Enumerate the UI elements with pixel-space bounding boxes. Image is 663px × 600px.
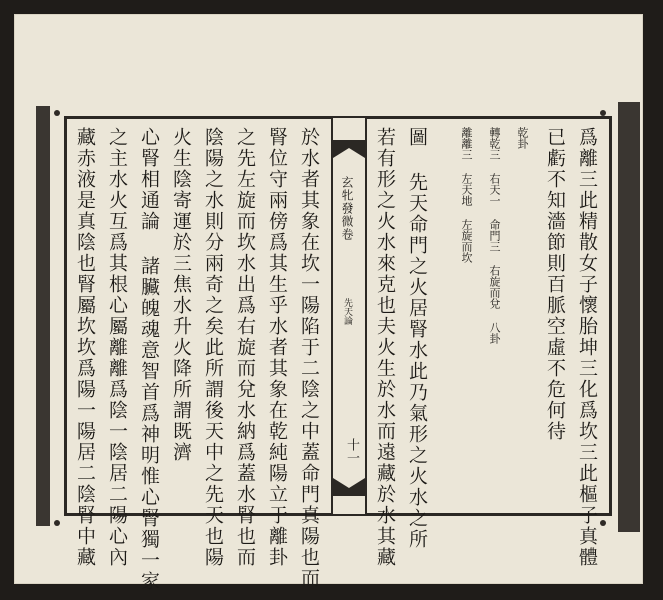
binding-hole bbox=[600, 520, 606, 526]
right-text-panel bbox=[366, 118, 610, 568]
page-number: 十一 bbox=[344, 438, 359, 464]
text-column: 之主水火互爲其根心屬離離爲陰一陰居二陽心內 bbox=[106, 127, 128, 568]
diagram-column: 轉乾三 右天一 命門三 右旋而兌 八卦 bbox=[488, 127, 501, 344]
diagram-label: 乾卦 bbox=[516, 127, 529, 149]
left-text-panel bbox=[66, 118, 332, 592]
text-column: 於水者其象在坎一陽陷于二陰之中蓋命門真陽也而 bbox=[298, 127, 320, 589]
text-column: 藏赤液是真陰也腎屬坎坎爲陽一陽居二陰腎中藏 bbox=[74, 127, 96, 568]
page-sheet bbox=[14, 14, 643, 592]
fishtail-mark-top bbox=[333, 140, 365, 158]
text-column: 腎位守兩傍爲其生乎水者其象在乾純陽立于離卦 bbox=[266, 127, 288, 568]
binding-hole bbox=[54, 520, 60, 526]
section-heading-column: 心腎相通論 諸臟魄魂意智首爲神明惟心腎獨一家 bbox=[138, 127, 160, 592]
text-column: 火生陰寄運於三焦水升火降所謂既濟 bbox=[170, 127, 192, 463]
book-title: 玄牝發微卷 bbox=[340, 176, 354, 241]
chapter-title: 先天論 bbox=[342, 298, 352, 325]
text-column: 之先左旋而坎水出爲右旋而兌水納爲蓋水腎也而 bbox=[234, 127, 256, 568]
binding-hole bbox=[54, 110, 60, 116]
text-column: 爲離三此精散女子懷胎坤三化爲坎三此樞子真體 bbox=[576, 127, 598, 568]
center-gutter bbox=[332, 118, 366, 514]
diagram-column: 離離三 左天地 左旋而坎 bbox=[460, 127, 473, 263]
text-column: 已虧不知濇節則百脈空虛不危何待 bbox=[544, 127, 566, 442]
fishtail-mark-bottom bbox=[333, 478, 365, 496]
text-column: 若有形之火水來克也夫火生於水而遠藏於水其藏 bbox=[374, 127, 396, 568]
right-edge-paper bbox=[618, 102, 640, 532]
text-column: 圖 先天命門之火居腎水此乃氣形之火水之所 bbox=[406, 127, 428, 550]
left-edge-paper bbox=[36, 106, 50, 526]
text-column: 陰陽之水則分兩奇之矣此所謂後天中之先天也陽 bbox=[202, 127, 224, 568]
